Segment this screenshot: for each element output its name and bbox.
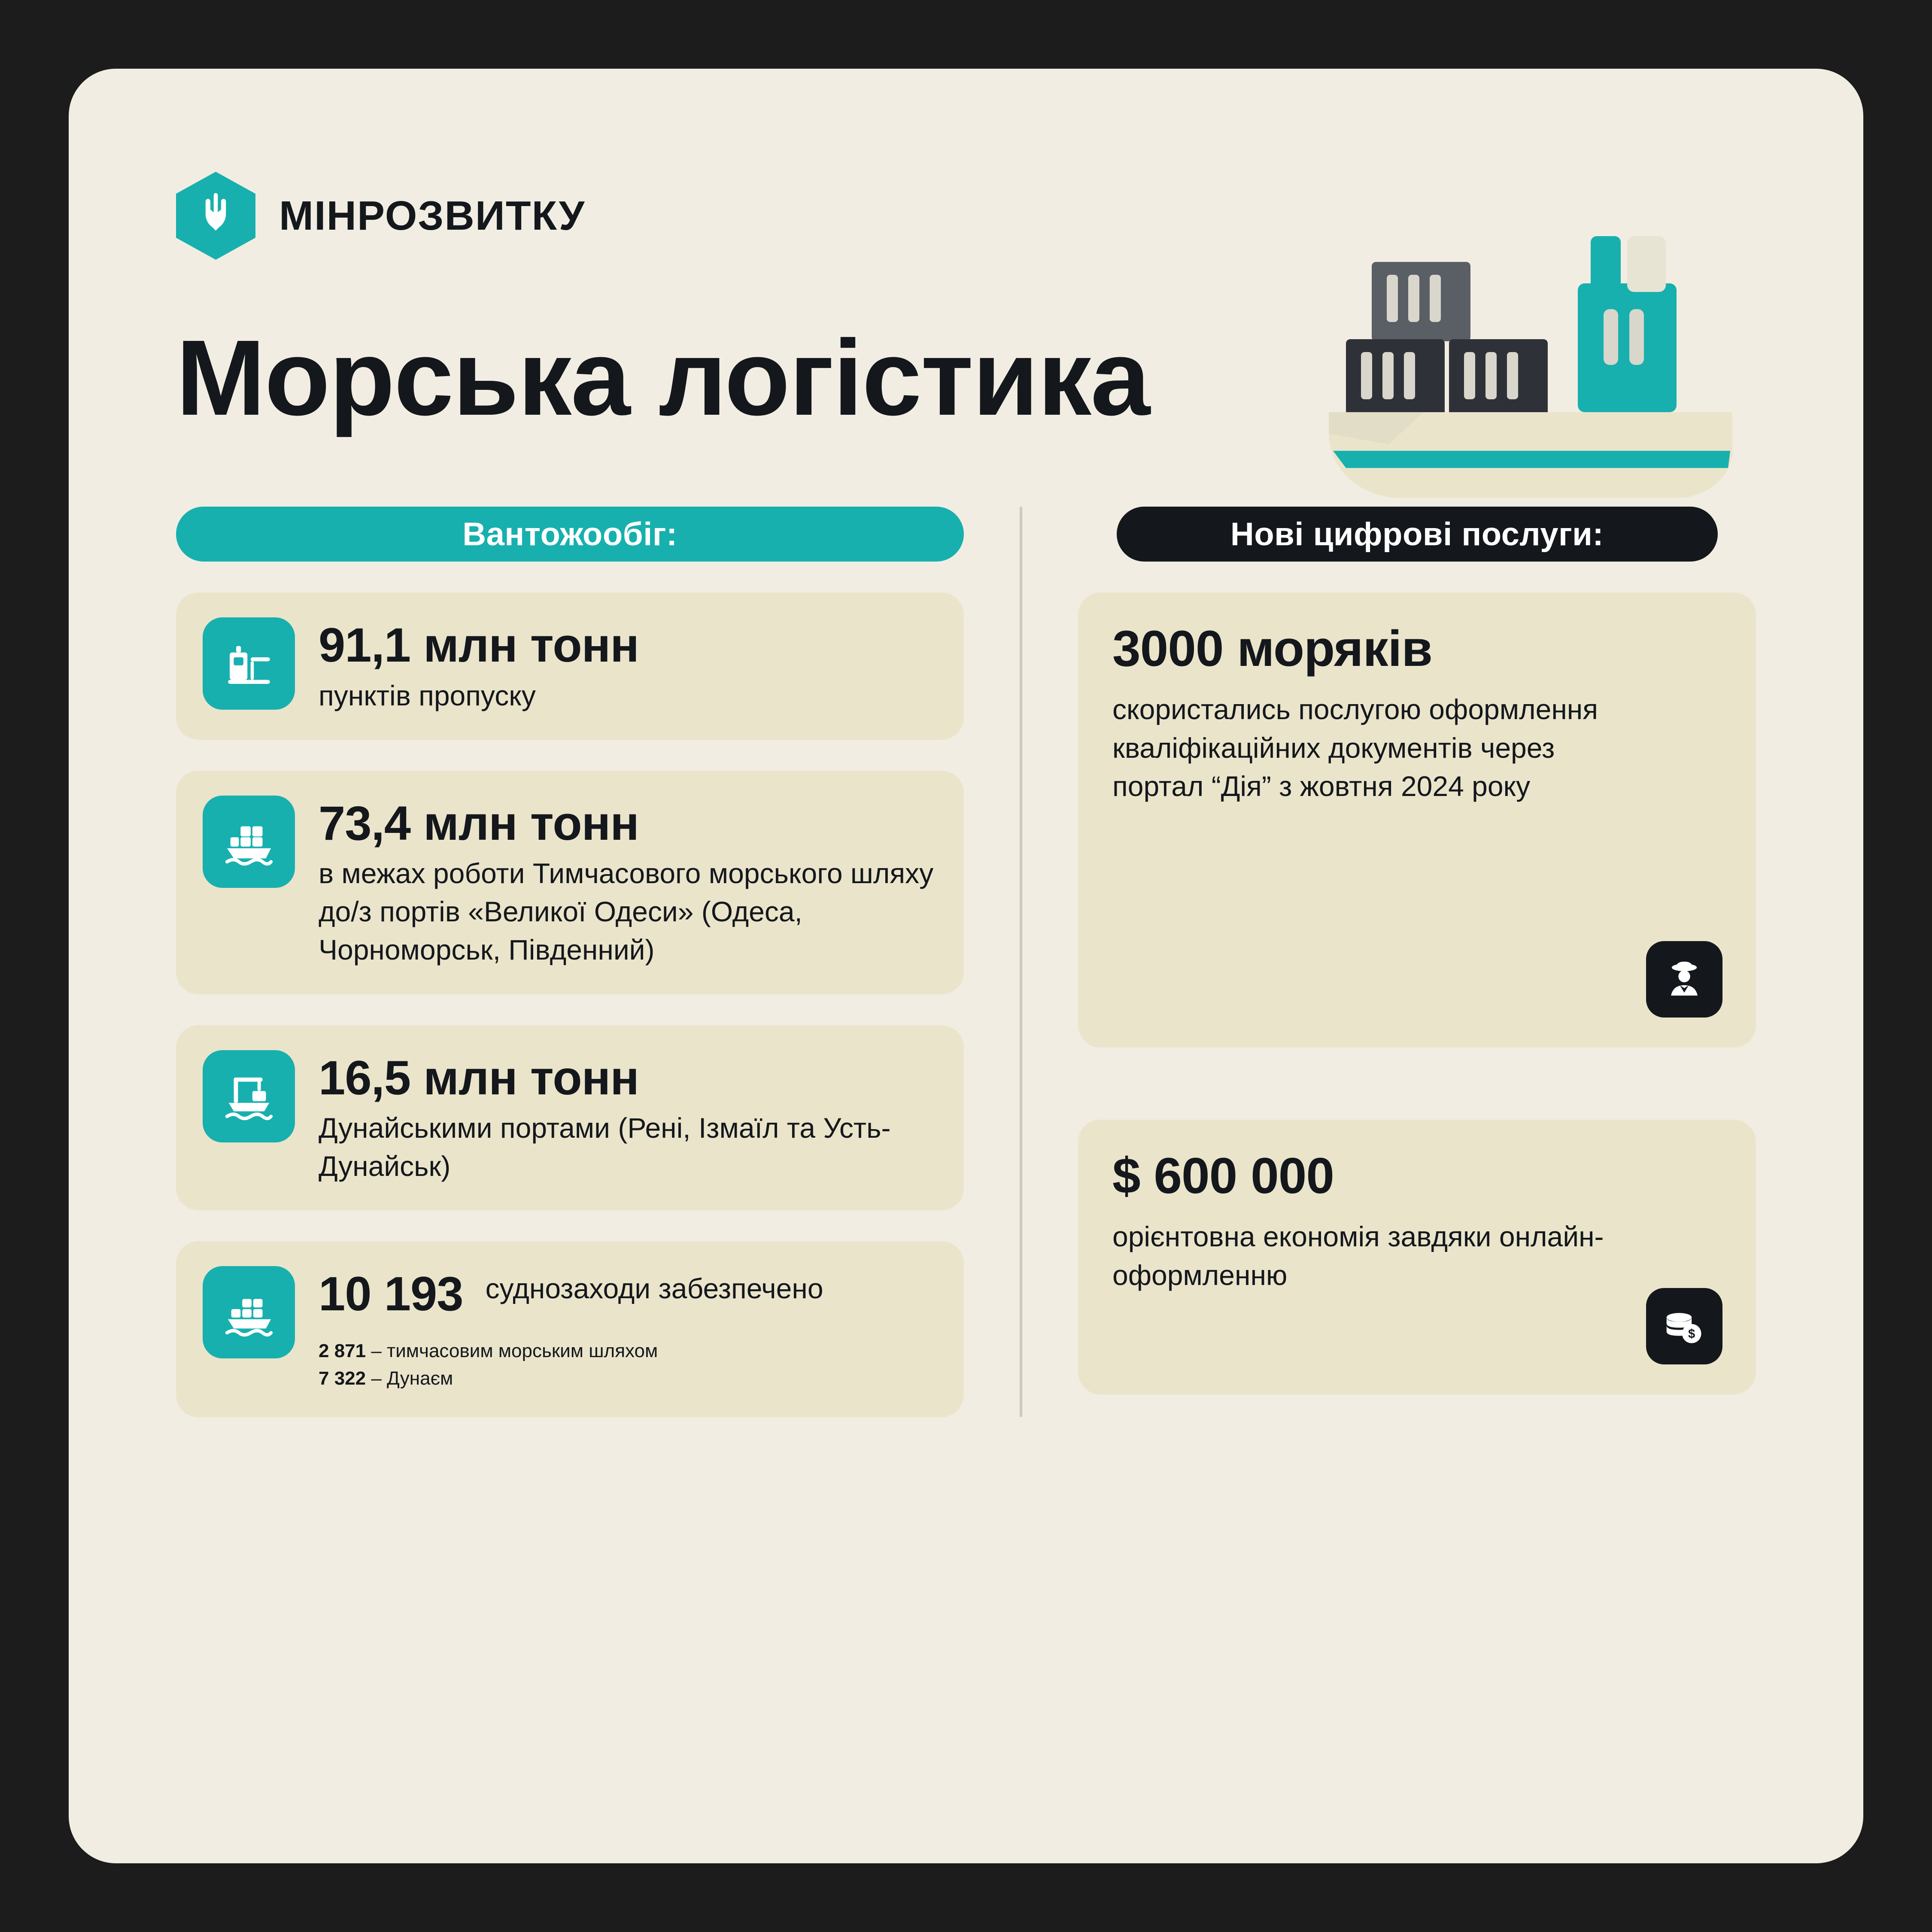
cargo-ship-illustration — [1320, 210, 1771, 532]
brand-name: МІНРОЗВИТКУ — [279, 192, 586, 239]
vessel-calls-notes — [319, 1337, 937, 1392]
stat-card — [176, 1025, 964, 1211]
border-checkpoint-icon — [203, 617, 295, 710]
infographic-card — [69, 69, 1863, 1863]
note-text: – Дунаєм — [371, 1367, 453, 1389]
stat-value: 73,4 млн тонн — [319, 796, 639, 850]
stat-label: Дунайськими портами (Рені, Ізмаїл та Усть-Дунайськ) — [319, 1112, 891, 1182]
section-title-digital-services: Нові цифрові послуги: — [1117, 507, 1718, 562]
service-text: орієнтовна економія завдяки онлайн-оформленню — [1112, 1220, 1604, 1291]
stat-card — [176, 771, 964, 994]
note-number: 2 871 — [319, 1340, 366, 1361]
money-coins-icon — [1646, 1288, 1722, 1364]
sailor-icon — [1646, 941, 1722, 1018]
stat-card — [176, 592, 964, 740]
container-ship-icon — [203, 796, 295, 888]
vessel-calls-value: 10 193 — [319, 1267, 463, 1321]
service-text: скористались послугою оформлення кваліфікаційних документів через портал “Дія” з жовтня 2024 року — [1112, 693, 1598, 802]
digital-services-column — [1078, 507, 1756, 1417]
cargo-turnover-column — [176, 507, 964, 1417]
section-title-cargo-turnover: Вантожообіг: — [176, 507, 964, 562]
note-row — [319, 1337, 937, 1365]
ukraine-trident-shield-icon — [176, 172, 255, 260]
stat-label: пунктів пропуску — [319, 679, 536, 711]
service-card — [1078, 592, 1756, 1048]
stat-label: в межах роботи Тимчасового морського шляху до/з портів «Великої Одеси» (Одеса, Чорноморськ, Південний) — [319, 857, 934, 966]
note-number: 7 322 — [319, 1367, 366, 1389]
column-divider — [1020, 507, 1022, 1417]
port-crane-icon — [203, 1050, 295, 1142]
note-row — [319, 1365, 937, 1392]
content-columns — [176, 507, 1756, 1417]
service-card — [1078, 1120, 1756, 1394]
page-title: Морська логістика — [176, 318, 1150, 437]
cargo-vessel-icon — [203, 1266, 295, 1358]
service-value: 3000 моряків — [1112, 620, 1432, 677]
stat-value: 16,5 млн тонн — [319, 1051, 639, 1105]
stat-card-vessel-calls — [176, 1241, 964, 1417]
stat-value: 91,1 млн тонн — [319, 618, 639, 672]
svg-text:$: $ — [1688, 1327, 1695, 1341]
vessel-calls-label: суднозаходи забезпечено — [485, 1273, 823, 1305]
service-value: $ 600 000 — [1112, 1148, 1334, 1204]
note-text: – тимчасовим морським шляхом — [371, 1340, 658, 1361]
